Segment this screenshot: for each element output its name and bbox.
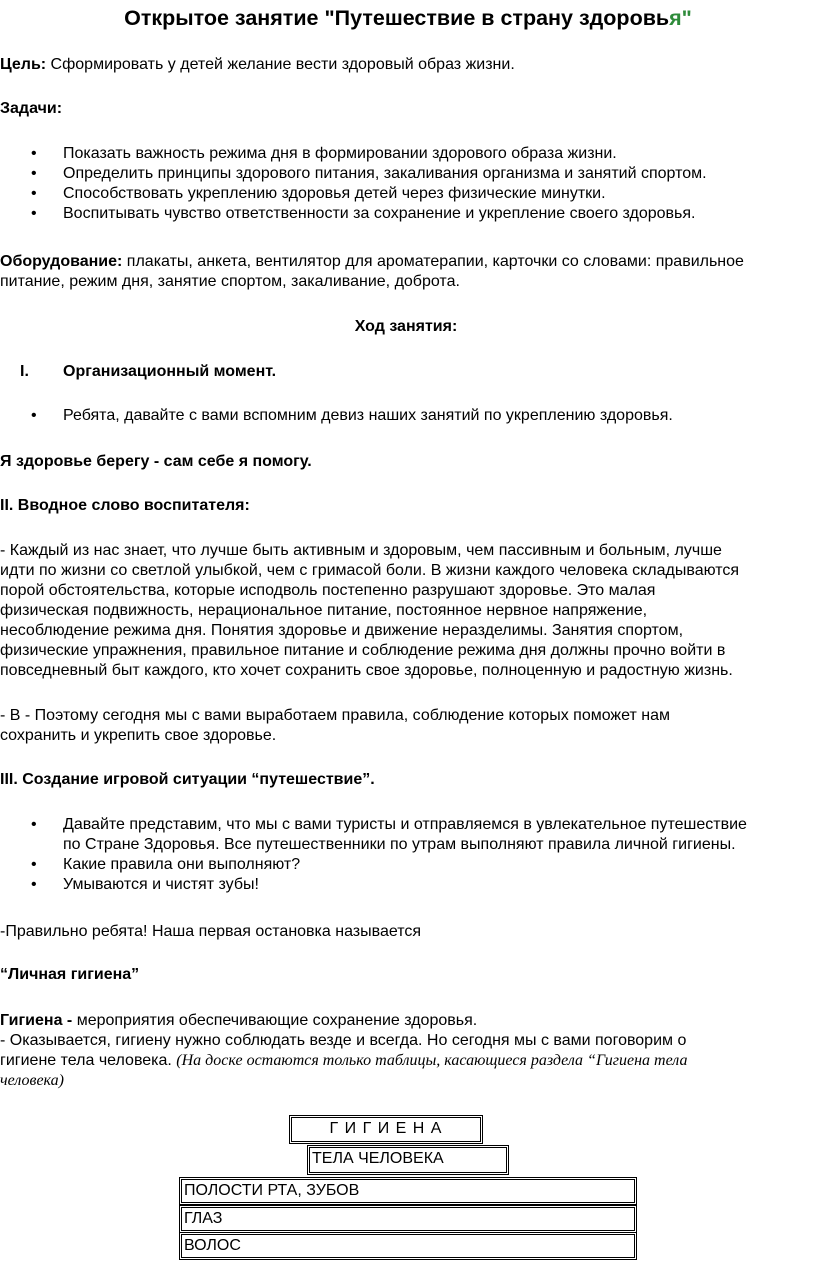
title-accent: я": [669, 6, 692, 30]
section1-number: I.: [20, 363, 29, 380]
list-item: [0, 815, 812, 855]
section1-heading: [0, 362, 812, 382]
text-line: физические упражнения, правильное питание и соблюдение режима дня должны прочно войти в: [0, 642, 726, 659]
equipment-label: Оборудование:: [0, 253, 123, 270]
tasks-label: Задачи:: [0, 100, 63, 117]
first-stop-line: -Правильно ребята! Наша первая остановка называется: [0, 923, 422, 940]
list-item: • Определить принципы здорового питания, закаливания организма и занятий спортом.: [0, 164, 812, 184]
text-line: сохранить и укрепить свое здоровье.: [0, 727, 277, 744]
hygiene-heading: “Личная гигиена”: [0, 966, 140, 983]
text-line: по Стране Здоровья. Все путешественники по утрам выполняют правила личной гигиены.: [63, 836, 736, 853]
title-main: Открытое занятие "Путешествие в страну здоровь: [124, 6, 670, 30]
mouth-box: [179, 1177, 637, 1205]
list-item: • Какие правила они выполняют?: [0, 855, 812, 875]
hygiene-box: [289, 1115, 483, 1144]
equipment-paragraph: [0, 252, 812, 292]
eyes-box-label: ГЛАЗ: [181, 1207, 635, 1231]
motto: Я здоровье берегу - сам себе я помогу.: [0, 453, 312, 470]
equipment-line: питание, режим дня, занятие спортом, закаливание, доброта.: [0, 273, 460, 290]
section2-title: II. Вводное слово воспитателя:: [0, 497, 250, 514]
hair-box: [179, 1232, 637, 1260]
text-line: несоблюдение режима дня. Понятия здоровье и движение неразделимы. Занятия спортом,: [0, 622, 684, 639]
equipment-line: плакаты, анкета, вентилятор для ароматерапии, карточки со словами: правильное: [122, 253, 744, 270]
section1-title: Организационный момент.: [63, 363, 277, 380]
section1-list: [0, 406, 812, 426]
goal-text: Сформировать у детей желание вести здоровый образ жизни.: [46, 56, 515, 73]
text-line: Давайте представим, что мы с вами туристы и отправляемся в увлекательное путешествие: [63, 816, 747, 833]
course-heading: Ход занятия:: [354, 318, 458, 335]
section3-list: [0, 815, 812, 895]
hygiene-label: Гигиена -: [0, 1012, 73, 1029]
text-line: повседневный быт каждого, кто хочет сохранить свое здоровье, полноценную и радостную жизнь.: [0, 662, 733, 679]
list-item: • Способствовать укреплению здоровья детей через физические минутки.: [0, 184, 812, 204]
goal-line: [0, 55, 812, 75]
eyes-box: [179, 1205, 637, 1233]
page-title: [0, 4, 816, 32]
text-line: - Каждый из нас знает, что лучше быть активным и здоровым, чем пассивным и больным, лучше: [0, 542, 722, 559]
hygiene-plain: гигиене тела человека.: [0, 1052, 177, 1069]
body-box: [307, 1145, 509, 1175]
hygiene-paragraph: [0, 1011, 812, 1091]
text-line: идти по жизни со светлой улыбкой, чем с гримасой боли. В жизни каждого человека складываются: [0, 562, 740, 579]
list-item: • Ребята, давайте с вами вспомним девиз наших занятий по укреплению здоровья.: [0, 406, 812, 426]
text-line: - Оказывается, гигиену нужно соблюдать везде и всегда. Но сегодня мы с вами поговорим о: [0, 1032, 687, 1049]
section3-title: III. Создание игровой ситуации “путешествие”.: [0, 771, 375, 788]
section2-paragraph: [0, 706, 812, 746]
hygiene-note: (На доске остаются только таблицы, касающиеся раздела “Гигиена тела: [176, 1052, 688, 1069]
list-item: • Воспитывать чувство ответственности за сохранение и укрепление своего здоровья.: [0, 204, 812, 224]
section2-paragraph: [0, 541, 812, 681]
body-box-label: ТЕЛА ЧЕЛОВЕКА: [309, 1147, 507, 1173]
hygiene-definition: мероприятия обеспечивающие сохранение здоровья.: [72, 1012, 478, 1029]
hair-box-label: ВОЛОС: [181, 1234, 635, 1258]
tasks-list: [0, 144, 812, 224]
list-item: • Умываются и чистят зубы!: [0, 875, 812, 895]
text-line: физическая подвижность, нерациональное питание, постоянное нервное напряжение,: [0, 602, 648, 619]
hygiene-box-label: Г И Г И Е Н А: [291, 1117, 481, 1142]
hygiene-note: человека): [0, 1072, 64, 1089]
goal-label: Цель:: [0, 56, 47, 73]
mouth-box-label: ПОЛОСТИ РТА, ЗУБОВ: [181, 1179, 635, 1203]
text-line: [0, 1011, 812, 1031]
list-item: • Показать важность режима дня в формировании здорового образа жизни.: [0, 144, 812, 164]
text-line: - В - Поэтому сегодня мы с вами выработаем правила, соблюдение которых поможет нам: [0, 707, 671, 724]
text-line: порой обстоятельства, которые исподволь постепенно разрушают здоровье. Это малая: [0, 582, 656, 599]
text-line: [0, 1051, 812, 1071]
